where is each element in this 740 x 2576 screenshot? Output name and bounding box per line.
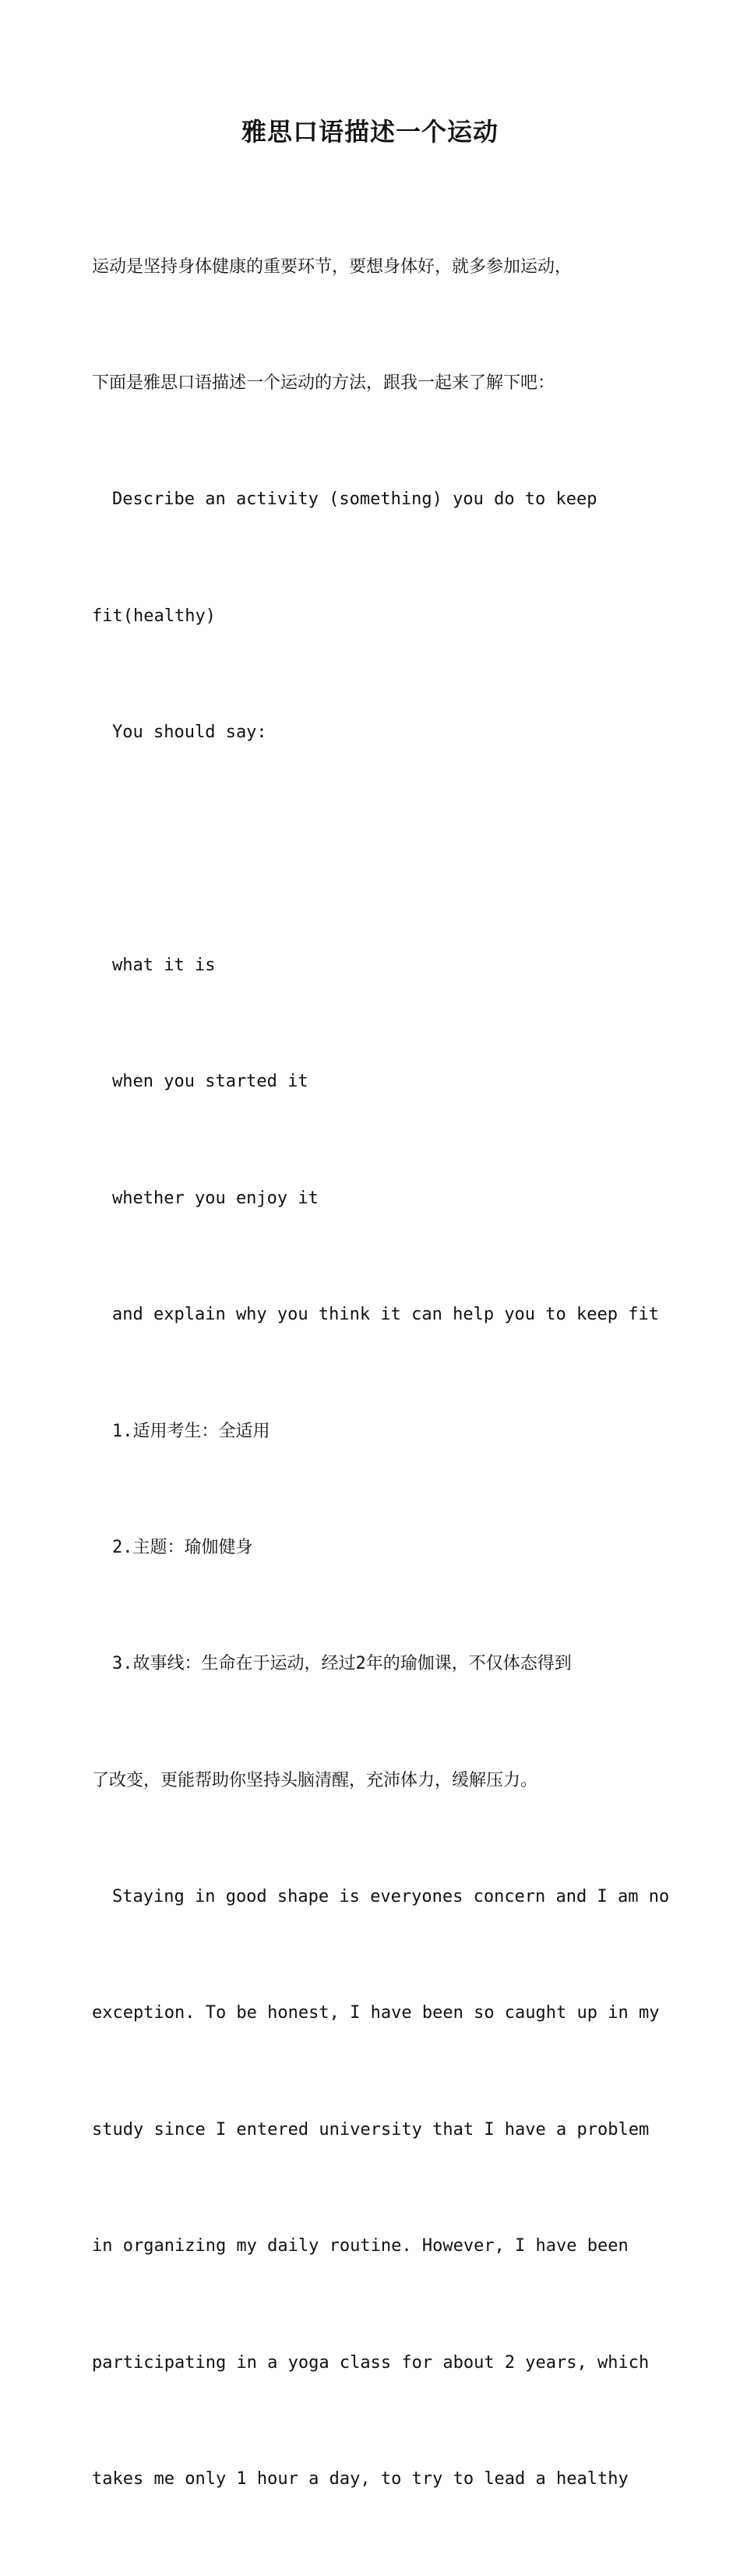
document-body — [92, 170, 670, 2576]
paragraph-line: 下面是雅思口语描述一个运动的方法，跟我一起来了解下吧： — [92, 373, 555, 393]
document-title: 雅思口语描述一个运动 — [241, 117, 499, 147]
note-line: 1.适用考生：全适用 — [112, 1421, 270, 1441]
note-line: 3.故事线：生命在于运动，经过2年的瑜伽课，不仅体态得到 — [112, 1654, 572, 1674]
cue-line: when you started it — [112, 1072, 308, 1092]
prompt-line: Describe an activity (something) you do to keep — [112, 489, 597, 510]
answer-line: Staying in good shape is everyones concern and I am no — [112, 1887, 670, 1907]
answer-line: participating in a yoga class for about 2 years, which — [92, 2352, 650, 2373]
cue-line: and explain why you think it can help you to keep fit — [112, 1305, 659, 1325]
answer-line: in organizing my daily routine. However, I have been — [92, 2236, 629, 2256]
blank-line — [92, 830, 653, 869]
note-line: 2.主题：瑜伽健身 — [112, 1537, 253, 1557]
answer-line: takes me only 1 hour a day, to try to lead a healthy — [92, 2469, 629, 2489]
answer-line: exception. To be honest, I have been so caught up in my — [92, 2003, 660, 2023]
cue-line: what it is — [112, 955, 216, 975]
prompt-line: fit(healthy) — [92, 606, 216, 626]
prompt-line: You should say: — [112, 723, 267, 743]
paragraph-line: 运动是坚持身体健康的重要环节，要想身体好，就多参加运动， — [92, 256, 573, 277]
note-line: 了改变，更能帮助你坚持头脑清醒，充沛体力，缓解压力。 — [92, 1770, 538, 1790]
answer-line: study since I entered university that I have a problem — [92, 2119, 650, 2140]
cue-line: whether you enjoy it — [112, 1188, 319, 1208]
